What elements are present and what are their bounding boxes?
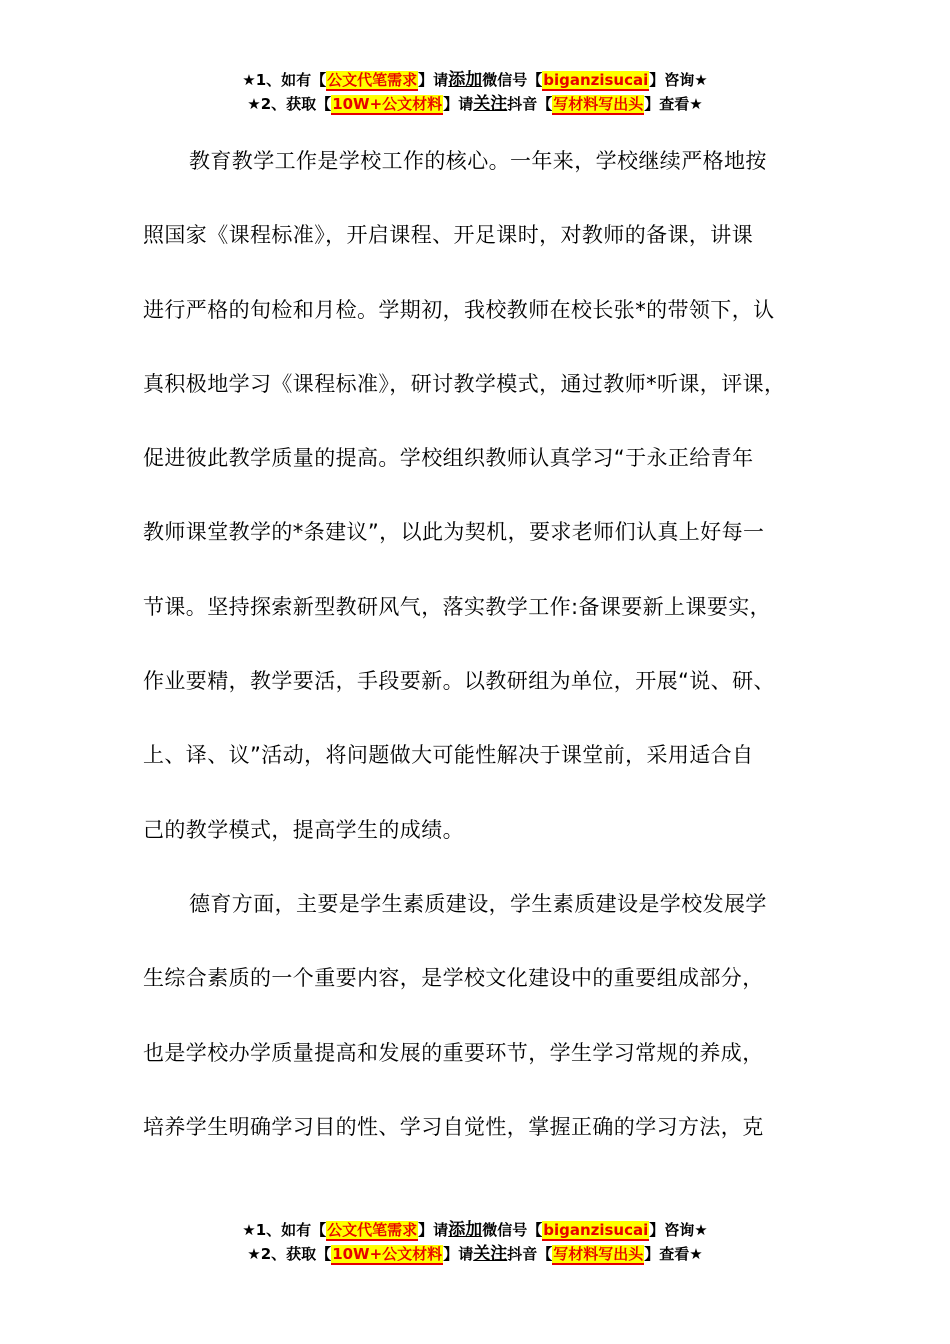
text-line [143, 867, 823, 941]
banner-text: ★1、如有【 [242, 1221, 327, 1239]
header-banner [0, 68, 950, 116]
paragraph [143, 867, 823, 1164]
banner-text: 】请 [443, 1245, 474, 1263]
banner-text: 微信号【 [482, 71, 543, 89]
banner-highlight: biganzisucai [543, 1221, 649, 1239]
banner-text: 】请 [418, 1221, 449, 1239]
banner-emphasis: 关注 [473, 1244, 508, 1264]
footer-banner [0, 1218, 950, 1266]
text-line: 己的教学模式，提高学生的成绩。 [143, 817, 464, 842]
banner-highlight: 写材料写出头 [553, 95, 644, 113]
banner-text: 微信号【 [482, 1221, 543, 1239]
text-line: 上、译、议”活动，将问题做大可能性解决于课堂前，采用适合自 [143, 743, 754, 768]
banner-emphasis: 关注 [473, 94, 508, 114]
banner-text: 】咨询★ [649, 71, 708, 89]
document-body [143, 124, 823, 1164]
banner-highlight: biganzisucai [543, 71, 649, 89]
banner-line-2 [0, 92, 950, 116]
text-line: 照国家《课程标准》，开启课程、开足课时，对教师的备课，讲课 [143, 223, 754, 248]
banner-text: ★2、获取【 [247, 1245, 332, 1263]
text-line: 作业要精，教学要活，手段要新。以教研组为单位，开展“说、研、 [143, 669, 775, 694]
text-line: 生综合素质的一个重要内容，是学校文化建设中的重要组成部分， [143, 966, 764, 991]
banner-text: 抖音【 [507, 1245, 553, 1263]
banner-emphasis: 添加 [448, 1220, 483, 1240]
text-line [143, 124, 823, 198]
text-line: 进行严格的旬检和月检。学期初，我校教师在校长张*的带领下，认 [143, 297, 775, 322]
banner-line-1 [0, 1218, 950, 1242]
banner-highlight: 10W+公文材料 [332, 1245, 443, 1263]
banner-text: 】查看★ [644, 1245, 703, 1263]
banner-text: ★2、获取【 [247, 95, 332, 113]
banner-text: 】请 [418, 71, 449, 89]
banner-emphasis: 添加 [448, 70, 483, 90]
line-text: 教育教学工作是学校工作的核心。一年来，学校继续严格地按 [189, 149, 767, 173]
text-line: 真积极地学习《课程标准》，研讨教学模式，通过教师*听课，评课， [143, 371, 786, 396]
banner-text: 抖音【 [507, 95, 553, 113]
banner-line-1 [0, 68, 950, 92]
banner-text: ★1、如有【 [242, 71, 327, 89]
banner-text: 】查看★ [644, 95, 703, 113]
paragraph [143, 124, 823, 867]
text-line: 教师课堂教学的*条建议”，以此为契机，要求老师们认真上好每一 [143, 520, 765, 545]
banner-text: 】咨询★ [649, 1221, 708, 1239]
banner-highlight: 公文代笔需求 [327, 71, 418, 89]
text-line: 也是学校办学质量提高和发展的重要环节，学生学习常规的养成， [143, 1040, 764, 1065]
text-line: 促进彼此教学质量的提高。学校组织教师认真学习“于永正给青年 [143, 446, 754, 471]
banner-highlight: 写材料写出头 [553, 1245, 644, 1263]
text-line: 培养学生明确学习目的性、学习自觉性，掌握正确的学习方法，克 [143, 1114, 764, 1139]
banner-text: 】请 [443, 95, 474, 113]
banner-line-2 [0, 1242, 950, 1266]
banner-highlight: 10W+公文材料 [332, 95, 443, 113]
line-text: 德育方面，主要是学生素质建设，学生素质建设是学校发展学 [189, 891, 767, 916]
text-line: 节课。坚持探索新型教研风气，落实教学工作:备课要新上课要实， [143, 594, 772, 619]
banner-highlight: 公文代笔需求 [327, 1221, 418, 1239]
